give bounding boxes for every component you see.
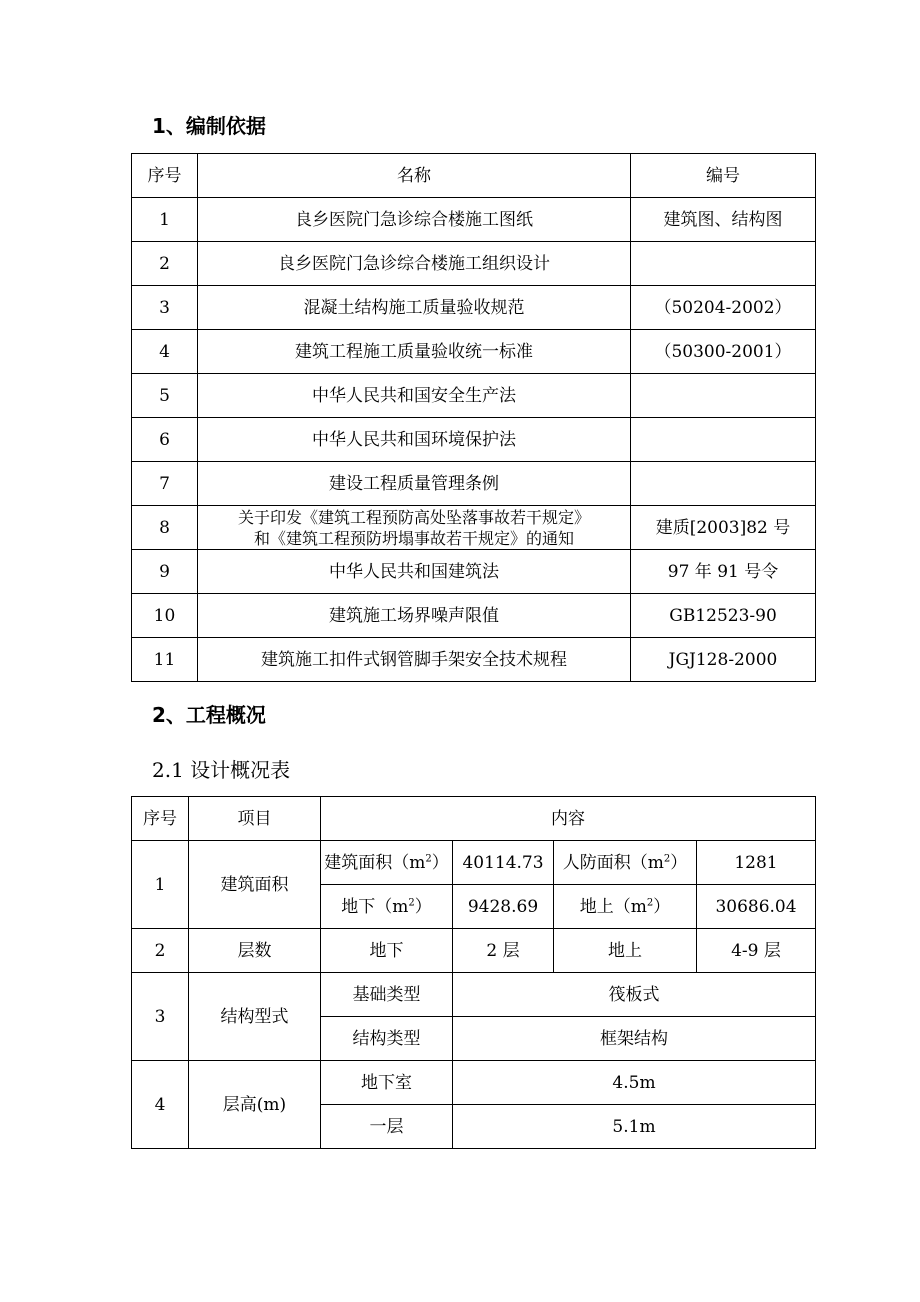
table-row	[132, 550, 816, 594]
basement-height-value: 4.5m	[453, 1061, 816, 1105]
table-header-row	[132, 154, 816, 198]
row-code	[631, 242, 816, 286]
foundation-type-label: 基础类型	[321, 973, 453, 1017]
section-1-heading: 1、编制依据	[152, 114, 266, 138]
underground-floors-value: 2 层	[453, 929, 554, 973]
table-row	[132, 374, 816, 418]
row-name: 中华人民共和国安全生产法	[198, 374, 631, 418]
table-row	[132, 1061, 816, 1105]
above-ground-floors-value: 4-9 层	[697, 929, 816, 973]
underground-floors-label: 地下	[321, 929, 453, 973]
design-overview-table	[131, 796, 816, 1149]
row-code: （50300-2001）	[631, 330, 816, 374]
row-name: 建筑施工场界噪声限值	[198, 594, 631, 638]
row-code: JGJ128-2000	[631, 638, 816, 682]
row-no: 8	[132, 506, 198, 550]
row-name	[198, 506, 631, 550]
table-header-row	[132, 797, 816, 841]
subsection-2-1-heading: 2.1 设计概况表	[152, 758, 291, 782]
row-code	[631, 418, 816, 462]
section-2-heading: 2、工程概况	[152, 703, 266, 727]
row-name: 建设工程质量管理条例	[198, 462, 631, 506]
row-no: 1	[132, 198, 198, 242]
row-code: 建筑图、结构图	[631, 198, 816, 242]
table-row	[132, 198, 816, 242]
table-row	[132, 506, 816, 550]
row-no: 5	[132, 374, 198, 418]
row-no: 3	[132, 973, 189, 1061]
total-area-value: 40114.73	[453, 841, 554, 885]
row-no: 2	[132, 929, 189, 973]
row-name-line-1: 关于印发《建筑工程预防高处坠落事故若干规定》	[237, 507, 590, 527]
underground-area-value: 9428.69	[453, 885, 554, 929]
header-no: 序号	[132, 797, 189, 841]
header-code: 编号	[631, 154, 816, 198]
total-area-label: 建筑面积$(m^2)$	[321, 841, 453, 885]
row-no: 7	[132, 462, 198, 506]
row-item: 结构型式	[189, 973, 321, 1061]
row-no: 6	[132, 418, 198, 462]
table-row	[132, 929, 816, 973]
row-no: 10	[132, 594, 198, 638]
header-name: 名称	[198, 154, 631, 198]
header-content: 内容	[321, 797, 816, 841]
header-no: 序号	[132, 154, 198, 198]
table-row	[132, 594, 816, 638]
basement-height-label: 地下室	[321, 1061, 453, 1105]
table-row	[132, 462, 816, 506]
row-no: 11	[132, 638, 198, 682]
above-ground-area-value: 30686.04	[697, 885, 816, 929]
row-name: 混凝土结构施工质量验收规范	[198, 286, 631, 330]
row-no: 4	[132, 1061, 189, 1149]
row-name: 中华人民共和国建筑法	[198, 550, 631, 594]
table-row	[132, 841, 816, 885]
row-no: 9	[132, 550, 198, 594]
row-code	[631, 374, 816, 418]
above-ground-floors-label: 地上	[554, 929, 697, 973]
foundation-type-value: 筏板式	[453, 973, 816, 1017]
row-name: 良乡医院门急诊综合楼施工组织设计	[198, 242, 631, 286]
row-name: 中华人民共和国环境保护法	[198, 418, 631, 462]
civil-defense-area-value: 1281	[697, 841, 816, 885]
row-item: 建筑面积	[189, 841, 321, 929]
row-code: 建质[2003]82 号	[631, 506, 816, 550]
basis-table	[131, 153, 816, 682]
first-floor-height-label: 一层	[321, 1105, 453, 1149]
row-no: 1	[132, 841, 189, 929]
row-item: 层数	[189, 929, 321, 973]
row-no: 3	[132, 286, 198, 330]
row-code: GB12523-90	[631, 594, 816, 638]
structure-type-value: 框架结构	[453, 1017, 816, 1061]
header-item: 项目	[189, 797, 321, 841]
above-ground-area-label: 地上$(m^2)$	[554, 885, 697, 929]
row-code: （50204-2002）	[631, 286, 816, 330]
row-name: 建筑施工扣件式钢管脚手架安全技术规程	[198, 638, 631, 682]
table-row	[132, 286, 816, 330]
table-row	[132, 418, 816, 462]
table-row	[132, 973, 816, 1017]
table-row	[132, 242, 816, 286]
row-no: 4	[132, 330, 198, 374]
row-code	[631, 462, 816, 506]
row-no: 2	[132, 242, 198, 286]
row-code: 97 年 91 号令	[631, 550, 816, 594]
row-name: 良乡医院门急诊综合楼施工图纸	[198, 198, 631, 242]
row-item: 层高(m)	[189, 1061, 321, 1149]
underground-area-label: 地下$(m^2)$	[321, 885, 453, 929]
row-name: 建筑工程施工质量验收统一标准	[198, 330, 631, 374]
table-row	[132, 638, 816, 682]
table-row	[132, 330, 816, 374]
civil-defense-area-label: 人防面积$(m^2)$	[554, 841, 697, 885]
structure-type-label: 结构类型	[321, 1017, 453, 1061]
first-floor-height-value: 5.1m	[453, 1105, 816, 1149]
row-name-line-2: 和《建筑工程预防坍塌事故若干规定》的通知	[253, 528, 574, 548]
